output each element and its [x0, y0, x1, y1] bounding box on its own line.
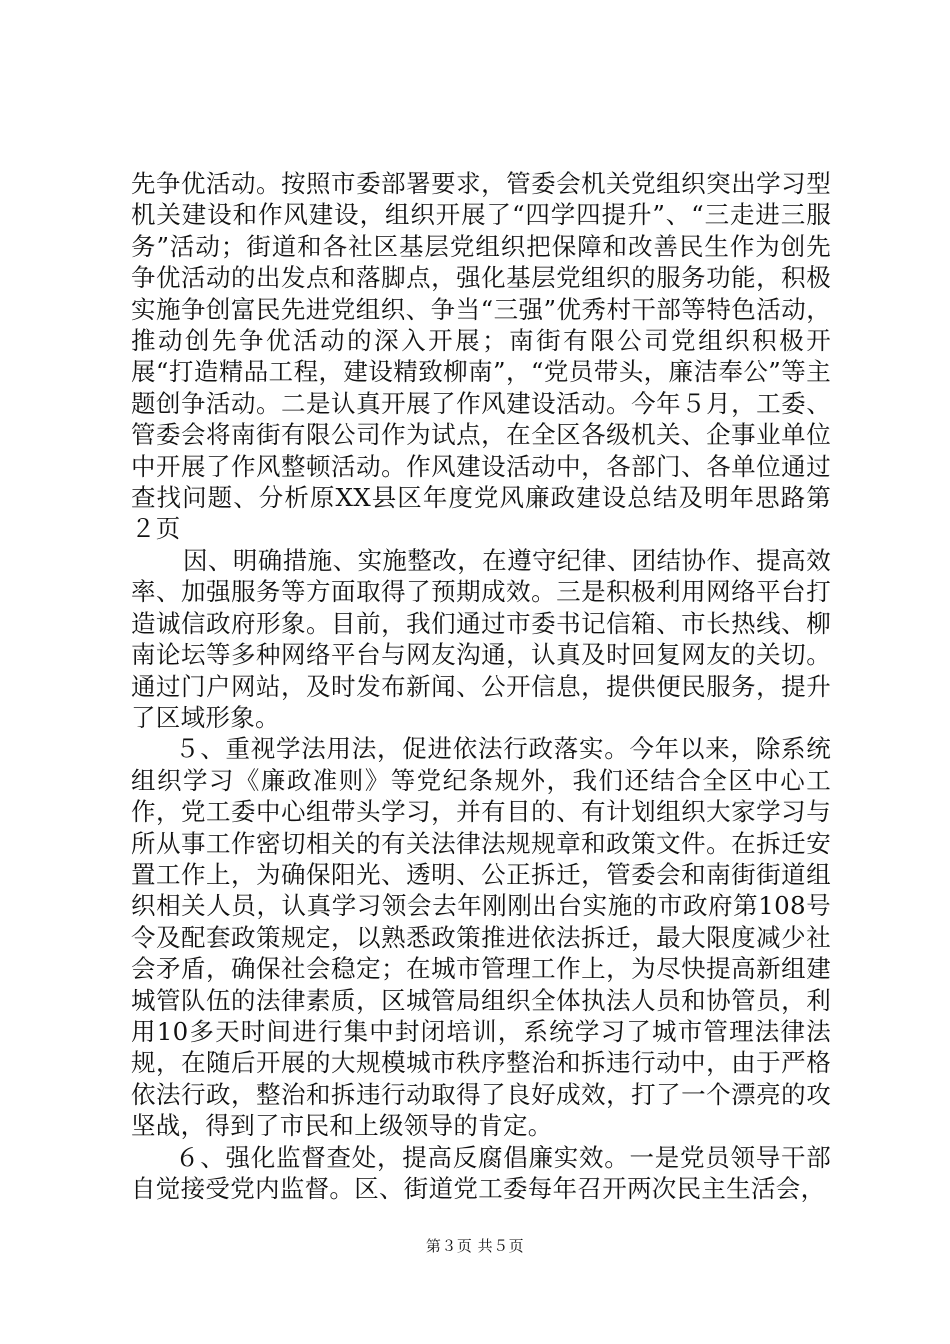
paragraph-3: ５、重视学法用法，促进依法行政落实。今年以来，除系统组织学习《廉政准则》等党纪条规外，我们还结合全区中心工作，党工委中心组带头学习，并有目的、有计划组织大家学习与所从事工作密切相关的有关法律法规规章和政策文件。在拆迁安置工作上，为确保阳光、透明、公正拆迁，管委会和南街街道组织相关人员，认真学习领会去年刚刚出台实施的市政府第108号令及配套政策规定，以熟悉政策推进依法拆迁，最大限度减少社会矛盾，确保社会稳定；在城市管理工作上，为尽快提高新组建城管队伍的法律素质，区城管局组织全体执法人员和协管员，利用10多天时间进行集中封闭培训，系统学习了城市管理法律法规，在随后开展的大规模城市秩序整治和拆违行动中，由于严格依法行政，整治和拆违行动取得了良好成效，打了一个漂亮的攻坚战，得到了市民和上级领导的肯定。	[131, 734, 831, 1141]
paragraph-1: 先争优活动。按照市委部署要求，管委会机关党组织突出学习型机关建设和作风建设，组织开展了“四学四提升”、“三走进三服务”活动；街道和各社区基层党组织把保障和改善民生作为创先争优活动的出发点和落脚点，强化基层党组织的服务功能，积极实施争创富民先进党组织、争当“三强”优秀村干部等特色活动，推动创先争优活动的深入开展；南街有限公司党组织积极开展“打造精品工程，建设精致柳南”，“党员带头，廉洁奉公”等主题创争活动。二是认真开展了作风建设活动。今年５月，工委、管委会将南街有限公司作为试点，在全区各级机关、企事业单位中开展了作风整顿活动。作风建设活动中，各部门、各单位通过查找问题、分析原XX县区年度党风廉政建设总结及明年思路第２页	[131, 169, 832, 544]
paragraph-2: 因、明确措施、实施整改，在遵守纪律、团结协作、提高效率、加强服务等方面取得了预期成效。三是积极利用网络平台打造诚信政府形象。目前，我们通过市委书记信箱、市长热线、柳南论坛等多种网络平台与网友沟通，认真及时回复网友的关切。通过门户网站，及时发布新闻、公开信息，提供便民服务，提升了区域形象。	[131, 545, 831, 732]
paragraph-4: ６、强化监督查处，提高反腐倡廉实效。一是党员领导干部自觉接受党内监督。区、街道党工委每年召开两次民主生活会，	[131, 1142, 831, 1203]
document-body	[131, 168, 831, 1204]
page-footer: 第３页 共５页	[425, 1237, 525, 1255]
